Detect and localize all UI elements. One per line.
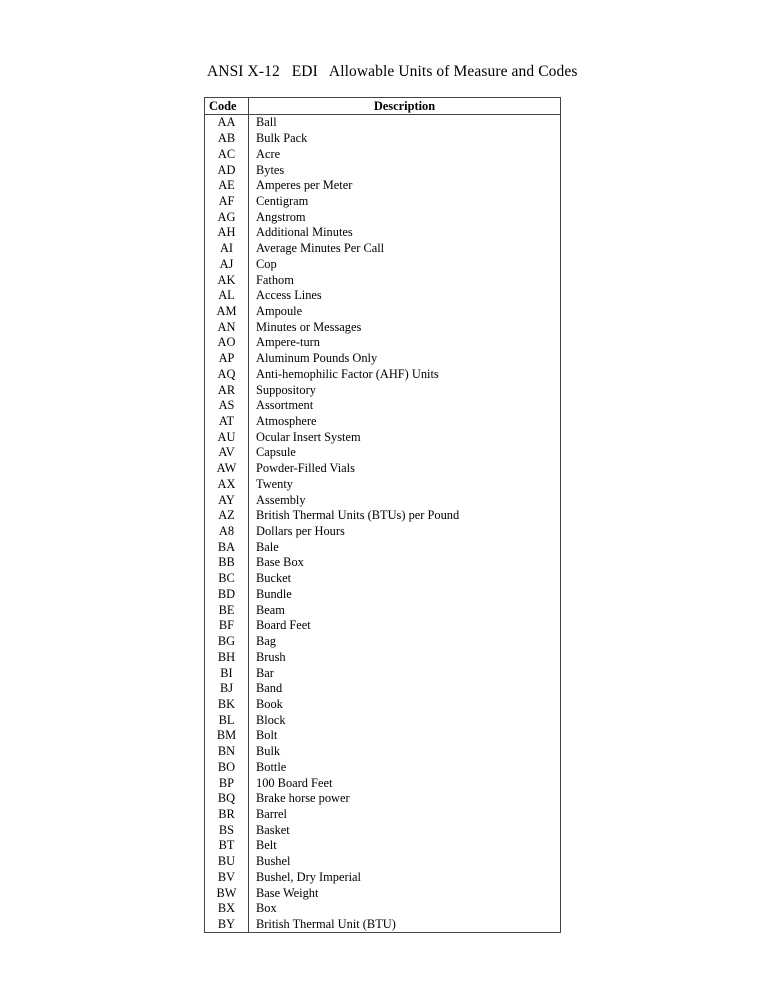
unit-description-cell: Acre xyxy=(249,146,561,162)
table-row xyxy=(205,131,561,147)
table-row xyxy=(205,524,561,540)
unit-description-cell: Bolt xyxy=(249,728,561,744)
unit-description-cell: Anti-hemophilic Factor (AHF) Units xyxy=(249,367,561,383)
unit-description-cell: Bale xyxy=(249,539,561,555)
unit-code-cell: AE xyxy=(205,178,249,194)
unit-description-cell: Additional Minutes xyxy=(249,225,561,241)
unit-code-cell: BS xyxy=(205,822,249,838)
table-row xyxy=(205,901,561,917)
unit-description-cell: Capsule xyxy=(249,445,561,461)
unit-code-cell: AY xyxy=(205,492,249,508)
unit-code-cell: AM xyxy=(205,304,249,320)
unit-code-cell: AO xyxy=(205,335,249,351)
unit-code-cell: AC xyxy=(205,146,249,162)
table-row xyxy=(205,618,561,634)
table-row xyxy=(205,429,561,445)
table-row xyxy=(205,885,561,901)
unit-description-cell: Powder-Filled Vials xyxy=(249,461,561,477)
table-row xyxy=(205,807,561,823)
unit-code-cell: BX xyxy=(205,901,249,917)
unit-description-cell: Access Lines xyxy=(249,288,561,304)
unit-code-cell: BQ xyxy=(205,791,249,807)
unit-description-cell: Block xyxy=(249,712,561,728)
unit-code-cell: BM xyxy=(205,728,249,744)
unit-code-cell: BN xyxy=(205,744,249,760)
unit-description-cell: Assembly xyxy=(249,492,561,508)
table-row xyxy=(205,256,561,272)
unit-description-cell: Bar xyxy=(249,665,561,681)
unit-code-cell: AG xyxy=(205,209,249,225)
unit-description-cell: Atmosphere xyxy=(249,414,561,430)
table-row xyxy=(205,508,561,524)
table-row xyxy=(205,759,561,775)
table-row xyxy=(205,539,561,555)
table-row xyxy=(205,477,561,493)
unit-description-cell: British Thermal Unit (BTU) xyxy=(249,917,561,933)
table-row xyxy=(205,775,561,791)
unit-description-cell: Box xyxy=(249,901,561,917)
unit-description-cell: Dollars per Hours xyxy=(249,524,561,540)
units-of-measure-table xyxy=(204,97,561,933)
unit-code-cell: BV xyxy=(205,870,249,886)
unit-description-cell: Beam xyxy=(249,602,561,618)
unit-description-cell: Bucket xyxy=(249,571,561,587)
unit-code-cell: BT xyxy=(205,838,249,854)
table-row xyxy=(205,665,561,681)
unit-code-cell: AS xyxy=(205,398,249,414)
unit-code-cell: BI xyxy=(205,665,249,681)
unit-description-cell: Belt xyxy=(249,838,561,854)
table-row xyxy=(205,681,561,697)
unit-code-cell: AF xyxy=(205,194,249,210)
unit-code-cell: AR xyxy=(205,382,249,398)
unit-description-cell: Barrel xyxy=(249,807,561,823)
table-row xyxy=(205,728,561,744)
unit-code-cell: AU xyxy=(205,429,249,445)
unit-description-cell: 100 Board Feet xyxy=(249,775,561,791)
unit-code-cell: AL xyxy=(205,288,249,304)
unit-code-cell: AX xyxy=(205,477,249,493)
unit-description-cell: Twenty xyxy=(249,477,561,493)
table-row xyxy=(205,178,561,194)
table-row xyxy=(205,209,561,225)
unit-code-cell: BD xyxy=(205,587,249,603)
unit-code-cell: BW xyxy=(205,885,249,901)
table-row xyxy=(205,822,561,838)
unit-code-cell: AN xyxy=(205,319,249,335)
unit-code-cell: AI xyxy=(205,241,249,257)
unit-description-cell: Aluminum Pounds Only xyxy=(249,351,561,367)
table-row xyxy=(205,587,561,603)
unit-code-cell: BP xyxy=(205,775,249,791)
table-row xyxy=(205,162,561,178)
table-row xyxy=(205,838,561,854)
unit-description-cell: Band xyxy=(249,681,561,697)
unit-description-cell: Bulk xyxy=(249,744,561,760)
unit-code-cell: AJ xyxy=(205,256,249,272)
table-row xyxy=(205,225,561,241)
table-row xyxy=(205,649,561,665)
unit-description-cell: Fathom xyxy=(249,272,561,288)
unit-description-cell: British Thermal Units (BTUs) per Pound xyxy=(249,508,561,524)
table-row xyxy=(205,194,561,210)
unit-code-cell: BC xyxy=(205,571,249,587)
unit-description-cell: Bag xyxy=(249,634,561,650)
unit-code-cell: BF xyxy=(205,618,249,634)
unit-code-cell: BY xyxy=(205,917,249,933)
table-row xyxy=(205,351,561,367)
table-row xyxy=(205,319,561,335)
unit-code-cell: AZ xyxy=(205,508,249,524)
table-row xyxy=(205,304,561,320)
table-row xyxy=(205,272,561,288)
table-body xyxy=(205,115,561,933)
unit-code-cell: BR xyxy=(205,807,249,823)
unit-description-cell: Brush xyxy=(249,649,561,665)
table-row xyxy=(205,445,561,461)
unit-code-cell: BE xyxy=(205,602,249,618)
page-title: ANSI X-12 EDI Allowable Units of Measure and Codes xyxy=(207,63,578,80)
unit-code-cell: BU xyxy=(205,854,249,870)
table-row xyxy=(205,602,561,618)
unit-code-cell: AK xyxy=(205,272,249,288)
unit-description-cell: Bushel, Dry Imperial xyxy=(249,870,561,886)
unit-code-cell: BG xyxy=(205,634,249,650)
unit-code-cell: BB xyxy=(205,555,249,571)
unit-description-cell: Bundle xyxy=(249,587,561,603)
table-row xyxy=(205,870,561,886)
table-row xyxy=(205,461,561,477)
unit-code-cell: AP xyxy=(205,351,249,367)
unit-description-cell: Book xyxy=(249,697,561,713)
table-row xyxy=(205,571,561,587)
table-row xyxy=(205,146,561,162)
unit-description-cell: Average Minutes Per Call xyxy=(249,241,561,257)
unit-description-cell: Basket xyxy=(249,822,561,838)
table-row xyxy=(205,917,561,933)
table-header-row xyxy=(205,98,561,115)
table-row xyxy=(205,744,561,760)
unit-description-cell: Base Box xyxy=(249,555,561,571)
unit-description-cell: Cop xyxy=(249,256,561,272)
unit-description-cell: Bytes xyxy=(249,162,561,178)
table-row xyxy=(205,288,561,304)
unit-code-cell: BJ xyxy=(205,681,249,697)
unit-code-cell: BA xyxy=(205,539,249,555)
unit-code-cell: AH xyxy=(205,225,249,241)
table-row xyxy=(205,335,561,351)
unit-code-cell: AA xyxy=(205,115,249,131)
table-row xyxy=(205,492,561,508)
unit-description-cell: Ampoule xyxy=(249,304,561,320)
unit-description-cell: Brake horse power xyxy=(249,791,561,807)
unit-description-cell: Bulk Pack xyxy=(249,131,561,147)
unit-description-cell: Centigram xyxy=(249,194,561,210)
unit-description-cell: Angstrom xyxy=(249,209,561,225)
unit-code-cell: BL xyxy=(205,712,249,728)
unit-description-cell: Minutes or Messages xyxy=(249,319,561,335)
unit-code-cell: BO xyxy=(205,759,249,775)
unit-code-cell: AQ xyxy=(205,367,249,383)
table-row xyxy=(205,791,561,807)
unit-description-cell: Base Weight xyxy=(249,885,561,901)
unit-description-cell: Suppository xyxy=(249,382,561,398)
unit-description-cell: Bushel xyxy=(249,854,561,870)
table-row xyxy=(205,398,561,414)
unit-code-cell: AD xyxy=(205,162,249,178)
table-row xyxy=(205,555,561,571)
table-row xyxy=(205,697,561,713)
unit-description-cell: Bottle xyxy=(249,759,561,775)
unit-code-cell: A8 xyxy=(205,524,249,540)
table-row xyxy=(205,634,561,650)
unit-description-cell: Ampere-turn xyxy=(249,335,561,351)
table-row xyxy=(205,241,561,257)
column-header-description: Description xyxy=(249,98,561,115)
table-row xyxy=(205,854,561,870)
unit-code-cell: AW xyxy=(205,461,249,477)
unit-description-cell: Assortment xyxy=(249,398,561,414)
unit-code-cell: AT xyxy=(205,414,249,430)
table-row xyxy=(205,115,561,131)
unit-code-cell: BH xyxy=(205,649,249,665)
unit-code-cell: AB xyxy=(205,131,249,147)
unit-code-cell: BK xyxy=(205,697,249,713)
table-row xyxy=(205,382,561,398)
table-row xyxy=(205,367,561,383)
table-row xyxy=(205,712,561,728)
unit-description-cell: Ball xyxy=(249,115,561,131)
column-header-code: Code xyxy=(205,98,249,115)
unit-description-cell: Ocular Insert System xyxy=(249,429,561,445)
unit-code-cell: AV xyxy=(205,445,249,461)
units-table-container xyxy=(204,97,560,933)
unit-description-cell: Amperes per Meter xyxy=(249,178,561,194)
table-row xyxy=(205,414,561,430)
unit-description-cell: Board Feet xyxy=(249,618,561,634)
